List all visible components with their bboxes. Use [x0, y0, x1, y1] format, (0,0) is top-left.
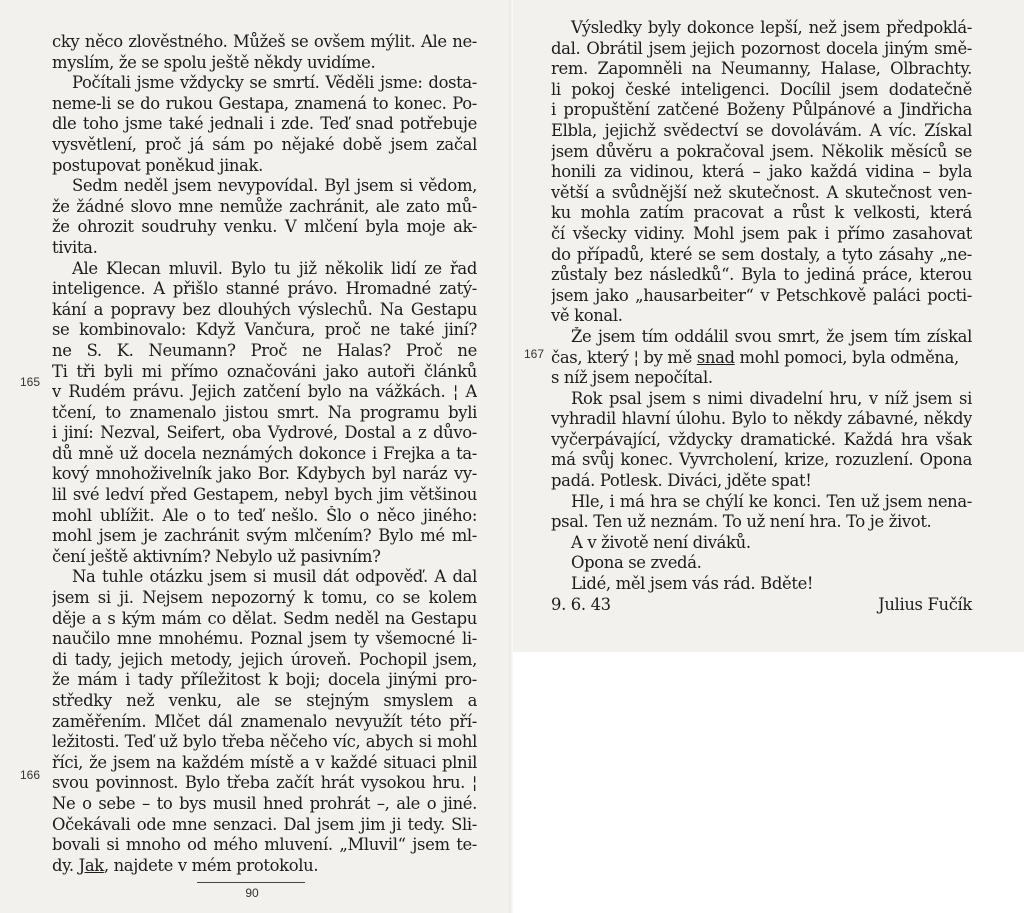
right-page-text [551, 18, 972, 615]
text-line: s níž jsem nepočítal. [551, 368, 713, 388]
text-line: inteligence. A přišlo stanné právo. Hromadné zatý- [52, 279, 477, 299]
underlined-word: Jak [78, 855, 104, 875]
text-line: jsem si ji. Nejsem nepozorný k tomu, co se kolem [52, 588, 477, 608]
text-line: A v životě není diváků. [571, 532, 751, 552]
text-line: dů mně už docela neznámých dokonce i Frejka a ta- [52, 443, 477, 463]
text-line: Opona se zvedá. [571, 553, 702, 573]
text-line: čení ještě aktivním? Nebylo už pasivním? [52, 546, 381, 566]
text-line: tivita. [52, 237, 98, 257]
text-line: vyčerpávající, vždycky dramatické. Každá hra však [551, 429, 972, 449]
text-line: i propuštění zatčené Boženy Půlpánové a Jindřicha [551, 100, 972, 120]
footer-rule [197, 882, 305, 883]
text-line: kání a popravy bez dlouhých výslechů. Na Gestapu [52, 299, 477, 319]
text-line: Počítali jsme vždycky se smrtí. Věděli jsme: dosta- [72, 73, 477, 93]
text-line: Hle, i má hra se chýlí ke konci. Ten už jsem nena- [571, 491, 972, 511]
text-line: myslím, že se spolu ještě někdy uvidíme. [52, 52, 376, 72]
text-line: cky něco zlověstného. Můžeš se ovšem mýlit. Ale ne- [52, 32, 477, 51]
text-line: ležitosti. Teď už bylo třeba něčeho víc, abych si mohl [52, 732, 477, 752]
text-line: di tady, jejich metody, jejich úroveň. Pochopil jsem, [52, 649, 477, 669]
text-line: do případů, které se sem dostaly, a tyto zásahy „ne- [551, 244, 972, 264]
text-line: větší a svůdnější než skutečnost. A skutečnost ven- [551, 182, 972, 202]
text-line: v Rudém právu. Jejich zatčení bylo na vážkách. ¦ A [52, 382, 477, 402]
text-line: i jiní: Nezval, Seifert, oba Vydrové, Dostal a z důvo- [52, 423, 477, 443]
text-line: Sedm neděl jsem nevypovídal. Byl jsem si vědom, [72, 176, 477, 196]
text-line: Výsledky byly dokonce lepší, než jsem předpoklá- [571, 18, 972, 37]
page-number: 90 [245, 886, 259, 900]
text-line: zůstaly bez následků“. Byla to jediná práce, kterou [551, 265, 972, 285]
text-line: Ne o sebe – to bys musil hned prohrát –, ale o jiné. [52, 793, 477, 813]
left-page-text [52, 32, 477, 876]
text-line: ku mohla zatím pracovat a růst k velkosti, která [551, 203, 972, 223]
text-line: Rok psal jsem s nimi divadelní hru, v níž jsem si [571, 388, 972, 408]
text-line: děje a s kým mám co dělat. Sedm neděl na Gestapu [52, 608, 477, 628]
text-line: mohl jsem je zachránit svým mlčením? Bylo mé ml- [52, 526, 477, 546]
text-line: vě konal. [551, 306, 623, 326]
text-line: vyhradil hlavní úlohu. Bylo to někdy zábavné, někdy [551, 409, 972, 429]
text-line: Elbla, jejichž svědectví se dovolávám. A víc. Získal [551, 120, 972, 140]
date: 9. 6. 43 [551, 594, 611, 614]
text-segment: dy. [52, 855, 79, 875]
text-line: svou povinnost. Bylo třeba začít hrát vysokou hru. ¦ [52, 773, 477, 793]
text-line: že ohrozit soudruhy venku. V mlčení byla moje ak- [52, 217, 477, 237]
text-line: tčení, to znamenalo jistou smrt. Na programu byli [52, 402, 477, 422]
signature-row [551, 595, 972, 616]
margin-page-marker: 165 [20, 375, 41, 389]
text-line: psal. Ten už neznám. To už není hra. To je život. [551, 512, 932, 532]
text-line: že mám i tady příležitost k boji; docela jinými pro- [52, 670, 477, 690]
book-gutter [509, 0, 513, 913]
text-line: rem. Zapomněli na Neumanny, Halase, Olbrachty. [551, 59, 972, 79]
text-segment: , najdete v mém protokolu. [103, 855, 319, 875]
author-signature: Julius Fučík [878, 594, 972, 614]
text-line: zaměřením. Mlčet dál znamenalo nevyužít této pří- [52, 711, 477, 731]
text-line [52, 856, 477, 877]
text-line: ne S. K. Neumann? Proč ne Halas? Proč ne [52, 340, 477, 360]
text-line: Lidé, měl jsem vás rád. Bděte! [571, 574, 814, 594]
text-line: dle toho jsme také jednali i zde. Teď snad potřebuje [52, 114, 477, 134]
text-line: padá. Potlesk. Diváci, jděte spat! [551, 471, 812, 491]
text-line [551, 348, 972, 369]
text-line: Ti tři byli mi přímo označováni jako autoři článků [52, 361, 477, 381]
text-line: vysvětlení, proč já sám po nějaké době jsem začal [52, 134, 477, 154]
text-line: bovali si mnoho od mého mluvení. „Mluvil“ jsem te- [52, 835, 477, 855]
text-line: Na tuhle otázku jsem si musil dát odpověď. A dal [72, 567, 477, 587]
text-line: jsem jako „hausarbeiter“ v Petschkově paláci pocti- [551, 285, 972, 305]
text-line: jsem důvěru a pokračoval jsem. Několik měsíců se [551, 141, 972, 161]
text-line: Ale Klecan mluvil. Bylo tu již několik lidí ze řad [72, 258, 477, 278]
text-line: má svůj konec. Vyvrcholení, krize, rozuzlení. Opona [551, 450, 972, 470]
text-line: Že jsem tím oddálil svou smrt, že jsem tím získal [571, 326, 972, 346]
text-line: že žádné slovo mne nemůže zachránit, ale zato mů- [52, 196, 477, 216]
text-line: čí všecky vidiny. Mohl jsem pak i přímo zasahovat [551, 223, 972, 243]
text-line: postupovat poněkud jinak. [52, 155, 263, 175]
text-line: mohl ublížit. Ale o to teď nešlo. Šlo o něco jiného: [52, 505, 477, 525]
text-line: naučilo mne mnohému. Poznal jsem ty všemocné li- [52, 629, 477, 649]
text-line: Očekávali ode mne senzaci. Dal jsem jim ji tedy. Sli- [52, 814, 477, 834]
text-line: středky než venku, ale se stejným smyslem a [52, 691, 477, 710]
text-segment: mohl pomoci, byla odměna, [734, 347, 959, 367]
text-line: říci, že jsem na každém místě a v každé situaci plnil [52, 752, 477, 772]
underlined-word: snad [696, 347, 735, 367]
text-line: kový mnohoživelník jako Bor. Kdybych byl naráz vy- [52, 464, 477, 484]
margin-page-marker: 166 [20, 768, 41, 782]
text-line: neme-li se do rukou Gestapa, znamená to konec. Po- [52, 93, 477, 113]
text-line: lil své ledví před Gestapem, nebyl bych jim většinou [52, 485, 477, 505]
text-segment: čas, který ¦ by mě [551, 347, 697, 367]
text-line: dal. Obrátil jsem jejich pozornost docela jiným smě- [551, 38, 972, 58]
text-line: se kombinovalo: Když Vančura, proč ne také jiní? [52, 320, 477, 340]
text-line: honili za vidinou, která – jako každá vidina – byla [551, 162, 972, 182]
margin-page-marker: 167 [524, 347, 545, 361]
text-line: li pokoj české inteligenci. Docílil jsem dodatečně [551, 79, 972, 99]
